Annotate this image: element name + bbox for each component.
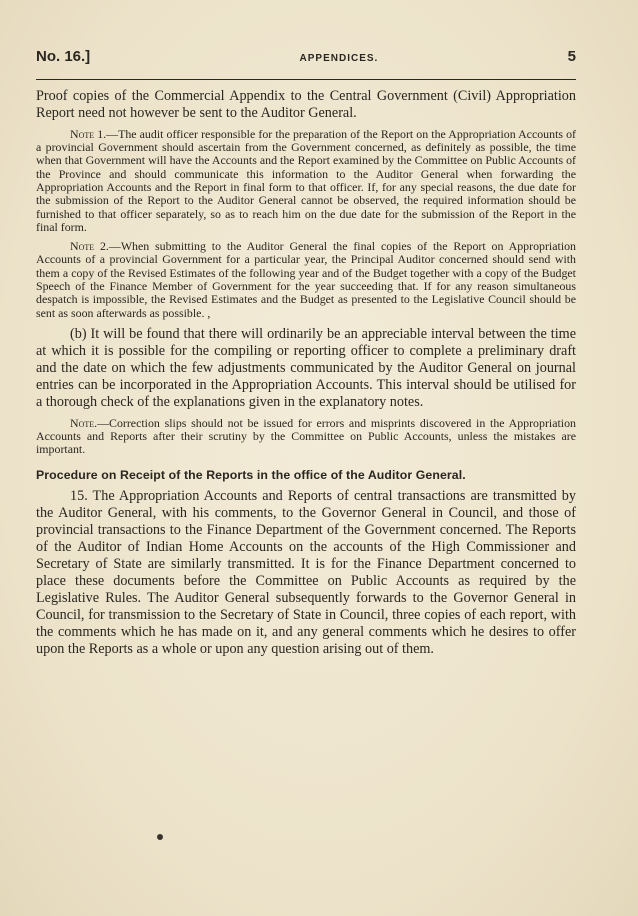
document-number: No. 16.] (36, 48, 91, 65)
note-2-label: Note 2. (70, 239, 109, 254)
page-header (36, 48, 576, 65)
note-3-label: Note. (70, 415, 98, 430)
running-title: APPENDICES. (299, 53, 379, 64)
intro-paragraph: Proof copies of the Commercial Appendix to the Central Government (Civil) Appropriation Report need not however be sent to the Auditor General. (36, 88, 576, 121)
note-1 (36, 128, 576, 234)
note-1-text: —The audit officer responsible for the preparation of the Report on the Appropriation Accounts of a provincial Government should ascertain from the Government concerned, as definitely as possible, the time when that Government will have the Accounts and the Report examined by the Committee on Public Accounts of the Province and should communicate this information to the Auditor General when forwarding the Appropriation Accounts and the Report in final form to that officer. If, for any special reasons, the due date for the submission of the Report to the Auditor General cannot be observed, the required information should be furnished to that officer separately, so as to reach him on the due date for the submission of the Report in the final form. (36, 126, 577, 234)
note-3-text: —Correction slips should not be issued for errors and misprints discovered in the Appropriation Accounts and Reports after their scrutiny by the Committee on Public Accounts, unless the mistakes are important. (36, 415, 576, 457)
note-1-label: Note 1. (70, 126, 107, 141)
ink-dot (157, 834, 163, 840)
paragraph-15: 15. The Appropriation Accounts and Reports of central transactions are transmitted by the Auditor General, with his comments, to the Governor General in Council, and those of provincial transactions to the Finance Department of the Government concerned. The Reports of the Auditor of Indian Home Accounts on the accounts of the High Commissioner and Secretary of State are similarly transmitted. It is for the Finance Department concerned to place these documents before the Committee on Public Accounts as required by the Legislative Rules. The Auditor General subsequently forwards to the Governor General in Council, for transmission to the Secretary of State in Council, three copies of each report, with the comments which he has made on it, and any general comments which he desires to offer upon the Reports as a whole or upon any question arising out of them. (36, 488, 576, 657)
note-2-text: —When submitting to the Auditor General the final copies of the Report on Appropriation Accounts of a provincial Government for a particular year, the Principal Auditor concerned should send with them a copy of the Revised Estimates of the following year and of the Budget together with a copy of the Budget Speech of the Finance Member of Government for the year succeeding that. If for any reason simultaneous despatch is impossible, the Revised Estimates and the Budget as presented to the Legislative Council should be sent as soon afterwards as possible. , (36, 239, 577, 320)
paragraph-b: (b) It will be found that there will ordinarily be an appreciable interval between the time at which it is possible for the compiling or reporting officer to complete a preliminary draft and the date on which the few adjustments communicated by the Auditor General on journal entries can be incorporated in the Appropriation Accounts. This interval should be utilised for a thorough check of the explanations given in the explanatory notes. (36, 325, 576, 410)
header-rule (36, 79, 576, 80)
page-number: 5 (567, 48, 576, 65)
section-heading: Procedure on Receipt of the Reports in the office of the Auditor General. (36, 468, 466, 483)
note-2 (36, 240, 576, 320)
note-3 (36, 417, 576, 457)
